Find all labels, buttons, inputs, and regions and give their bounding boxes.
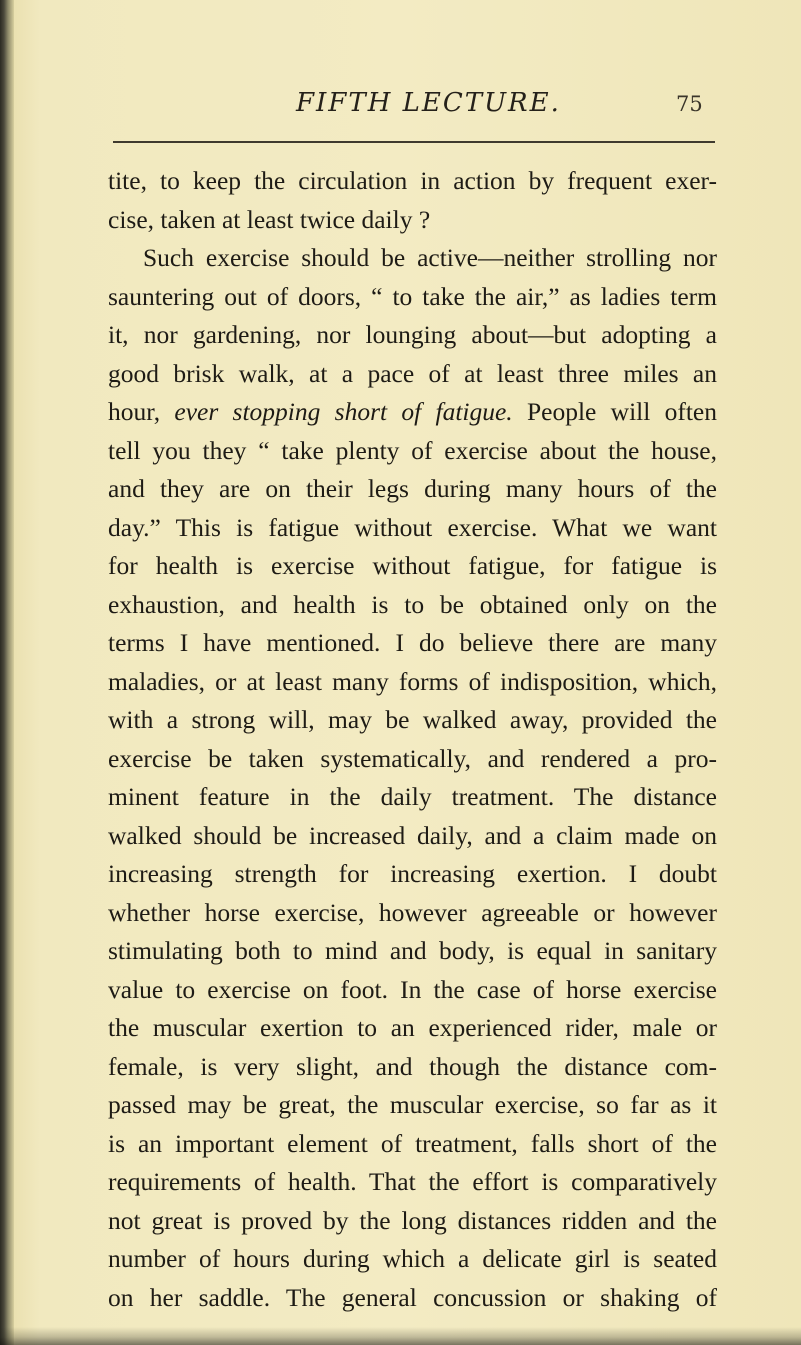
text-line: is an important element of treatment, falls short of the: [108, 1128, 717, 1158]
text-line: terms I have mentioned. I do believe there are many: [108, 628, 717, 657]
page-bottom-edge: [0, 1327, 801, 1345]
text-line: good brisk walk, at a pace of at least three miles an: [108, 358, 717, 388]
text-line: not great is proved by the long distances ridden and the: [108, 1205, 717, 1235]
text-line: on her saddle. The general concussion or shaking of: [108, 1282, 717, 1312]
italic-phrase: ever stopping short of fatigue.: [174, 397, 513, 426]
text-line: maladies, or at least many forms of indisposition, which,: [108, 666, 717, 696]
text-line: hour, ever stopping short of fatigue. People will often: [108, 397, 717, 426]
text-line: increasing strength for increasing exertion. I doubt: [108, 859, 717, 888]
text-line: sauntering out of doors, “ to take the air,” as ladies term: [108, 281, 717, 311]
running-header: [0, 88, 801, 128]
page-number: 75: [676, 92, 703, 116]
body-text: [108, 162, 717, 1317]
text-line: walked should be increased daily, and a claim made on: [108, 820, 717, 850]
text-line: and they are on their legs during many hours of the: [108, 474, 717, 503]
text-line: passed may be great, the muscular exercise, so far as it: [108, 1090, 717, 1119]
text-line: for health is exercise without fatigue, for fatigue is: [108, 551, 717, 580]
text-line: requirements of health. That the effort is comparatively: [108, 1167, 717, 1196]
text-line: Such exercise should be active—neither strolling nor: [143, 243, 717, 272]
text-line: stimulating both to mind and body, is equal in sanitary: [108, 936, 717, 965]
text-line: with a strong will, may be walked away, provided the: [108, 705, 717, 734]
text-line: it, nor gardening, nor lounging about—but adopting a: [108, 320, 717, 349]
text-line: number of hours during which a delicate girl is seated: [108, 1244, 717, 1273]
text-line: tell you they “ take plenty of exercise about the house,: [108, 435, 717, 465]
text-line: cise, taken at least twice daily ?: [108, 204, 431, 234]
text-line: exercise be taken systematically, and rendered a pro-: [108, 743, 717, 773]
text-line: exhaustion, and health is to be obtained only on the: [108, 589, 717, 619]
text-line: female, is very slight, and though the distance com-: [108, 1051, 717, 1081]
text-line: the muscular exertion to an experienced rider, male or: [108, 1013, 717, 1042]
text-line: tite, to keep the circulation in action by frequent exer-: [108, 166, 717, 195]
page-binding-edge: [0, 0, 14, 1345]
text-line: day.” This is fatigue without exercise. What we want: [108, 512, 717, 542]
running-title: FIFTH LECTURE.: [296, 88, 561, 118]
text-line: value to exercise on foot. In the case of horse exercise: [108, 974, 717, 1004]
text-line: minent feature in the daily treatment. The distance: [108, 782, 717, 811]
text-line: whether horse exercise, however agreeable or however: [108, 897, 717, 927]
header-rule: [113, 141, 715, 143]
